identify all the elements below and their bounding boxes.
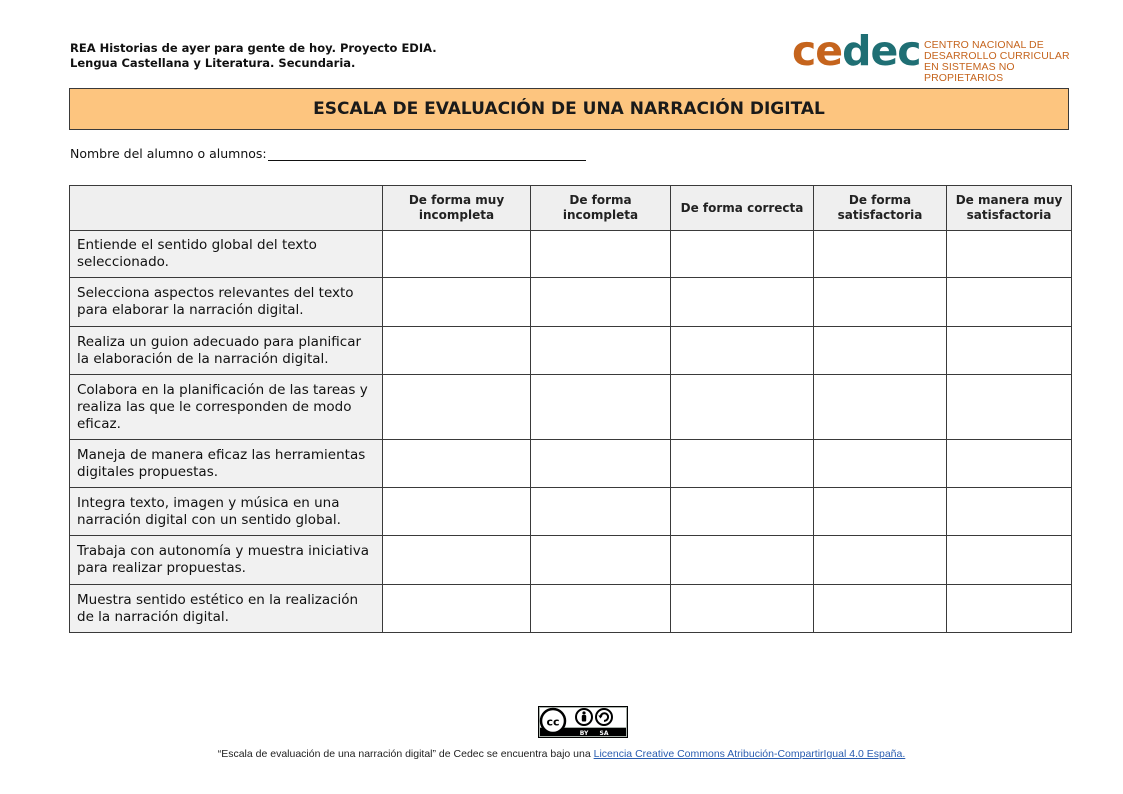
rating-cell[interactable]	[947, 327, 1072, 375]
column-header-muy-satisfactoria: De manera muy satisfactoria	[947, 186, 1072, 231]
rating-cell[interactable]	[383, 440, 531, 488]
rating-cell[interactable]	[383, 231, 531, 278]
rating-cell[interactable]	[671, 231, 814, 278]
svg-text:cc: cc	[546, 715, 560, 729]
rating-cell[interactable]	[814, 440, 947, 488]
criterion-cell: Selecciona aspectos relevantes del texto para elaborar la narración digital.	[70, 278, 383, 327]
svg-text:SA: SA	[599, 730, 609, 737]
rating-cell[interactable]	[814, 536, 947, 585]
table-header-row	[70, 186, 1072, 231]
rating-cell[interactable]	[947, 488, 1072, 536]
rating-cell[interactable]	[814, 278, 947, 327]
table-row	[70, 375, 1072, 440]
rating-cell[interactable]	[947, 231, 1072, 278]
cedec-wordmark: cedec	[792, 27, 921, 75]
student-name-label: Nombre del alumno o alumnos:	[70, 146, 267, 161]
rating-cell[interactable]	[947, 440, 1072, 488]
rating-cell[interactable]	[814, 327, 947, 375]
student-name-line	[70, 146, 586, 161]
column-header-muy-incompleta: De forma muy incompleta	[383, 186, 531, 231]
rating-cell[interactable]	[671, 536, 814, 585]
rating-cell[interactable]	[814, 375, 947, 440]
rating-cell[interactable]	[947, 375, 1072, 440]
creative-commons-badge[interactable]	[538, 706, 628, 738]
criterion-cell: Integra texto, imagen y música en una narración digital con un sentido global.	[70, 488, 383, 536]
criterion-cell: Trabaja con autonomía y muestra iniciativa para realizar propuestas.	[70, 536, 383, 585]
rating-cell[interactable]	[383, 278, 531, 327]
rating-cell[interactable]	[531, 278, 671, 327]
criterion-cell: Maneja de manera eficaz las herramientas digitales propuestas.	[70, 440, 383, 488]
rating-cell[interactable]	[383, 536, 531, 585]
rating-cell[interactable]	[671, 585, 814, 633]
rating-cell[interactable]	[531, 440, 671, 488]
rating-cell[interactable]	[383, 375, 531, 440]
rating-cell[interactable]	[814, 488, 947, 536]
rating-cell[interactable]	[671, 488, 814, 536]
table-row	[70, 536, 1072, 585]
criterion-cell: Entiende el sentido global del texto seleccionado.	[70, 231, 383, 278]
rating-cell[interactable]	[531, 536, 671, 585]
header-subject-line: Lengua Castellana y Literatura. Secundaria.	[70, 56, 356, 70]
column-header-satisfactoria: De forma satisfactoria	[814, 186, 947, 231]
document-header	[70, 41, 437, 71]
rating-cell[interactable]	[814, 231, 947, 278]
table-row	[70, 327, 1072, 375]
page-title: ESCALA DE EVALUACIÓN DE UNA NARRACIÓN DIGITAL	[69, 88, 1069, 130]
rating-cell[interactable]	[531, 327, 671, 375]
column-header-incompleta: De forma incompleta	[531, 186, 671, 231]
criterion-cell: Colabora en la planificación de las tareas y realiza las que le corresponden de modo eficaz.	[70, 375, 383, 440]
column-header-correcta: De forma correcta	[671, 186, 814, 231]
cedec-subtitle: CENTRO NACIONAL DE DESARROLLO CURRICULAR EN SISTEMAS NO PROPIETARIOS	[924, 39, 1070, 84]
license-link[interactable]: Licencia Creative Commons Atribución-CompartirIgual 4.0 España.	[593, 748, 906, 760]
table-row	[70, 585, 1072, 633]
rating-cell[interactable]	[383, 585, 531, 633]
cedec-logo	[792, 27, 1082, 84]
svg-text:BY: BY	[579, 730, 589, 737]
rating-cell[interactable]	[671, 375, 814, 440]
rating-cell[interactable]	[671, 440, 814, 488]
rating-cell[interactable]	[947, 278, 1072, 327]
column-header-criteria	[70, 186, 383, 231]
table-row	[70, 278, 1072, 327]
rating-cell[interactable]	[671, 327, 814, 375]
criterion-cell: Realiza un guion adecuado para planificar la elaboración de la narración digital.	[70, 327, 383, 375]
rating-cell[interactable]	[383, 488, 531, 536]
license-text: “Escala de evaluación de una narración digital” de Cedec se encuentra bajo una	[217, 748, 594, 760]
rating-cell[interactable]	[531, 375, 671, 440]
rating-cell[interactable]	[531, 585, 671, 633]
criterion-cell: Muestra sentido estético en la realización de la narración digital.	[70, 585, 383, 633]
rating-cell[interactable]	[531, 488, 671, 536]
header-project-line: REA Historias de ayer para gente de hoy. Proyecto EDIA.	[70, 41, 437, 55]
sa-sharealike-icon	[596, 709, 612, 725]
rating-cell[interactable]	[383, 327, 531, 375]
table-row	[70, 440, 1072, 488]
rating-cell[interactable]	[814, 585, 947, 633]
rating-cell[interactable]	[947, 585, 1072, 633]
rating-cell[interactable]	[671, 278, 814, 327]
rating-cell[interactable]	[531, 231, 671, 278]
table-row	[70, 231, 1072, 278]
rating-cell[interactable]	[947, 536, 1072, 585]
license-footer	[0, 748, 1123, 760]
table-row	[70, 488, 1072, 536]
rubric-table	[69, 185, 1072, 633]
student-name-blank[interactable]	[268, 148, 586, 161]
